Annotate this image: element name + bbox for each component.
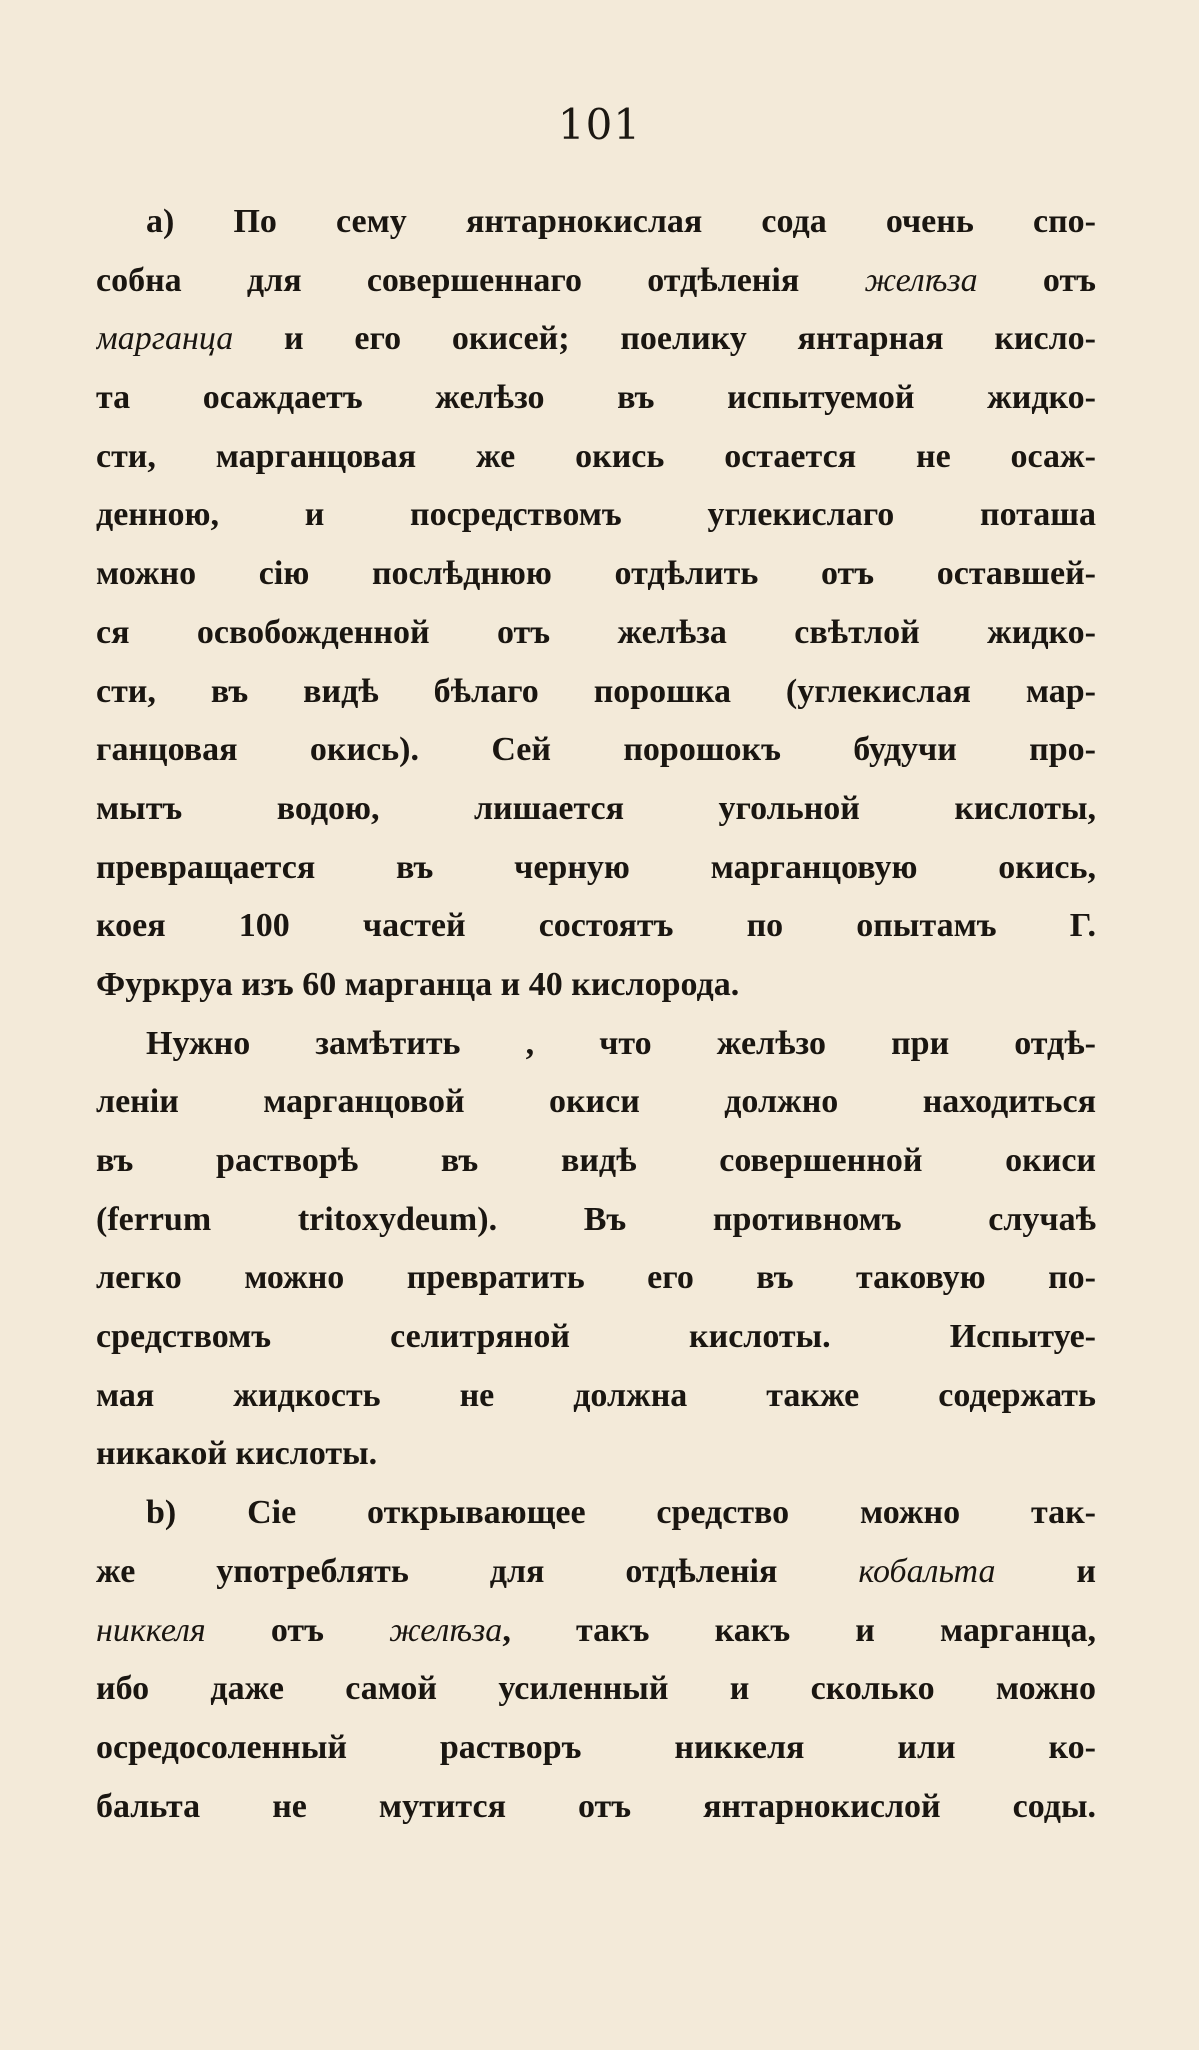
text-line	[96, 310, 1096, 369]
italic-term: никкеля	[96, 1611, 206, 1649]
text-line	[96, 1602, 1096, 1661]
text-line	[96, 1308, 1096, 1367]
text-line	[96, 1015, 1096, 1074]
text-segment: и	[995, 1552, 1096, 1590]
text-segment: ся освобожденной отъ желѣза свѣтлой жидко-	[96, 613, 1096, 651]
text-segment: та осаждаетъ желѣзо въ испытуемой жидко-	[96, 379, 1096, 417]
text-segment: превращается въ черную марганцовую окись,	[96, 848, 1096, 886]
text-line	[96, 1543, 1096, 1602]
text-line	[96, 663, 1096, 722]
text-line	[96, 1367, 1096, 1426]
text-segment: денною, и посредствомъ углекислаго поташа	[96, 496, 1096, 534]
text-line	[96, 721, 1096, 780]
text-line	[96, 956, 1096, 1015]
paragraph-note	[96, 1015, 1096, 1485]
text-segment: леніи марганцовой окиси должно находиться	[96, 1083, 1096, 1121]
paragraph-a	[96, 193, 1096, 1015]
text-line	[96, 1778, 1096, 1837]
text-line	[96, 1191, 1096, 1250]
text-line	[96, 839, 1096, 898]
text-line	[96, 1249, 1096, 1308]
text-segment: Нужно замѣтить , что желѣзо при отдѣ-	[146, 1024, 1096, 1062]
text-segment: средствомъ селитряной кислоты. Испытуе-	[96, 1318, 1096, 1356]
text-line	[96, 1073, 1096, 1132]
italic-term: кобальта	[858, 1552, 996, 1590]
body-text	[96, 193, 1096, 1836]
paragraph-b	[96, 1484, 1096, 1836]
text-segment: же употреблять для отдѣленія	[96, 1552, 859, 1590]
text-line	[96, 486, 1096, 545]
text-segment: отъ	[205, 1611, 390, 1649]
text-segment: въ растворѣ въ видѣ совершенной окиси	[96, 1142, 1096, 1179]
text-line	[96, 545, 1096, 604]
text-segment: можно сію послѣднюю отдѣлить отъ оставшей-	[96, 555, 1096, 593]
text-segment: собна для совершеннаго отдѣленія	[96, 261, 865, 299]
text-segment: отъ	[977, 261, 1096, 299]
text-line	[96, 1484, 1096, 1543]
text-segment: ибо даже самой усиленный и сколько можно	[96, 1670, 1096, 1708]
text-line	[96, 428, 1096, 487]
text-line	[96, 1719, 1096, 1778]
text-line	[96, 252, 1096, 311]
text-segment: осредосоленный растворъ никкеля или ко-	[96, 1728, 1096, 1766]
italic-term: желѣза	[864, 261, 978, 299]
text-segment: легко можно превратить его въ таковую по-	[96, 1259, 1096, 1297]
text-segment: b) Сіе открывающее средство можно так-	[146, 1494, 1096, 1532]
text-segment: сти, въ видѣ бѣлаго порошка (углекислая мар-	[96, 672, 1096, 710]
text-line	[96, 193, 1096, 252]
page-number: 101	[557, 100, 642, 149]
text-segment: мая жидкость не должна также содержать	[96, 1376, 1096, 1414]
text-segment: сти, марганцовая же окись остается не осаж-	[96, 437, 1096, 475]
text-segment: , такъ какъ и марганца,	[502, 1611, 1096, 1649]
text-line	[96, 897, 1096, 956]
text-line	[96, 780, 1096, 839]
text-segment: бальта не мутится отъ янтарнокислой соды.	[96, 1787, 1096, 1825]
text-segment: мытъ водою, лишается угольной кислоты,	[96, 789, 1096, 827]
text-line	[96, 1425, 1096, 1484]
text-segment: a) По сему янтарнокислая сода очень спо-	[146, 203, 1096, 240]
text-line	[96, 369, 1096, 428]
text-segment: коея 100 частей состоятъ по опытамъ Г.	[96, 907, 1096, 945]
text-segment: и его окисей; поелику янтарная кисло-	[233, 320, 1096, 358]
text-segment: никакой кислоты.	[96, 1435, 378, 1473]
italic-term: марганца	[96, 320, 234, 358]
text-segment: ганцовая окись). Сей порошокъ будучи про-	[96, 731, 1096, 769]
text-line	[96, 1660, 1096, 1719]
text-line	[96, 604, 1096, 663]
italic-term: желѣза	[389, 1611, 503, 1649]
text-segment: (ferrum tritoxydeum). Въ противномъ случаѣ	[96, 1200, 1096, 1238]
text-segment: Фуркруа изъ 60 марганца и 40 кислорода.	[96, 965, 740, 1003]
text-line	[96, 1132, 1096, 1191]
